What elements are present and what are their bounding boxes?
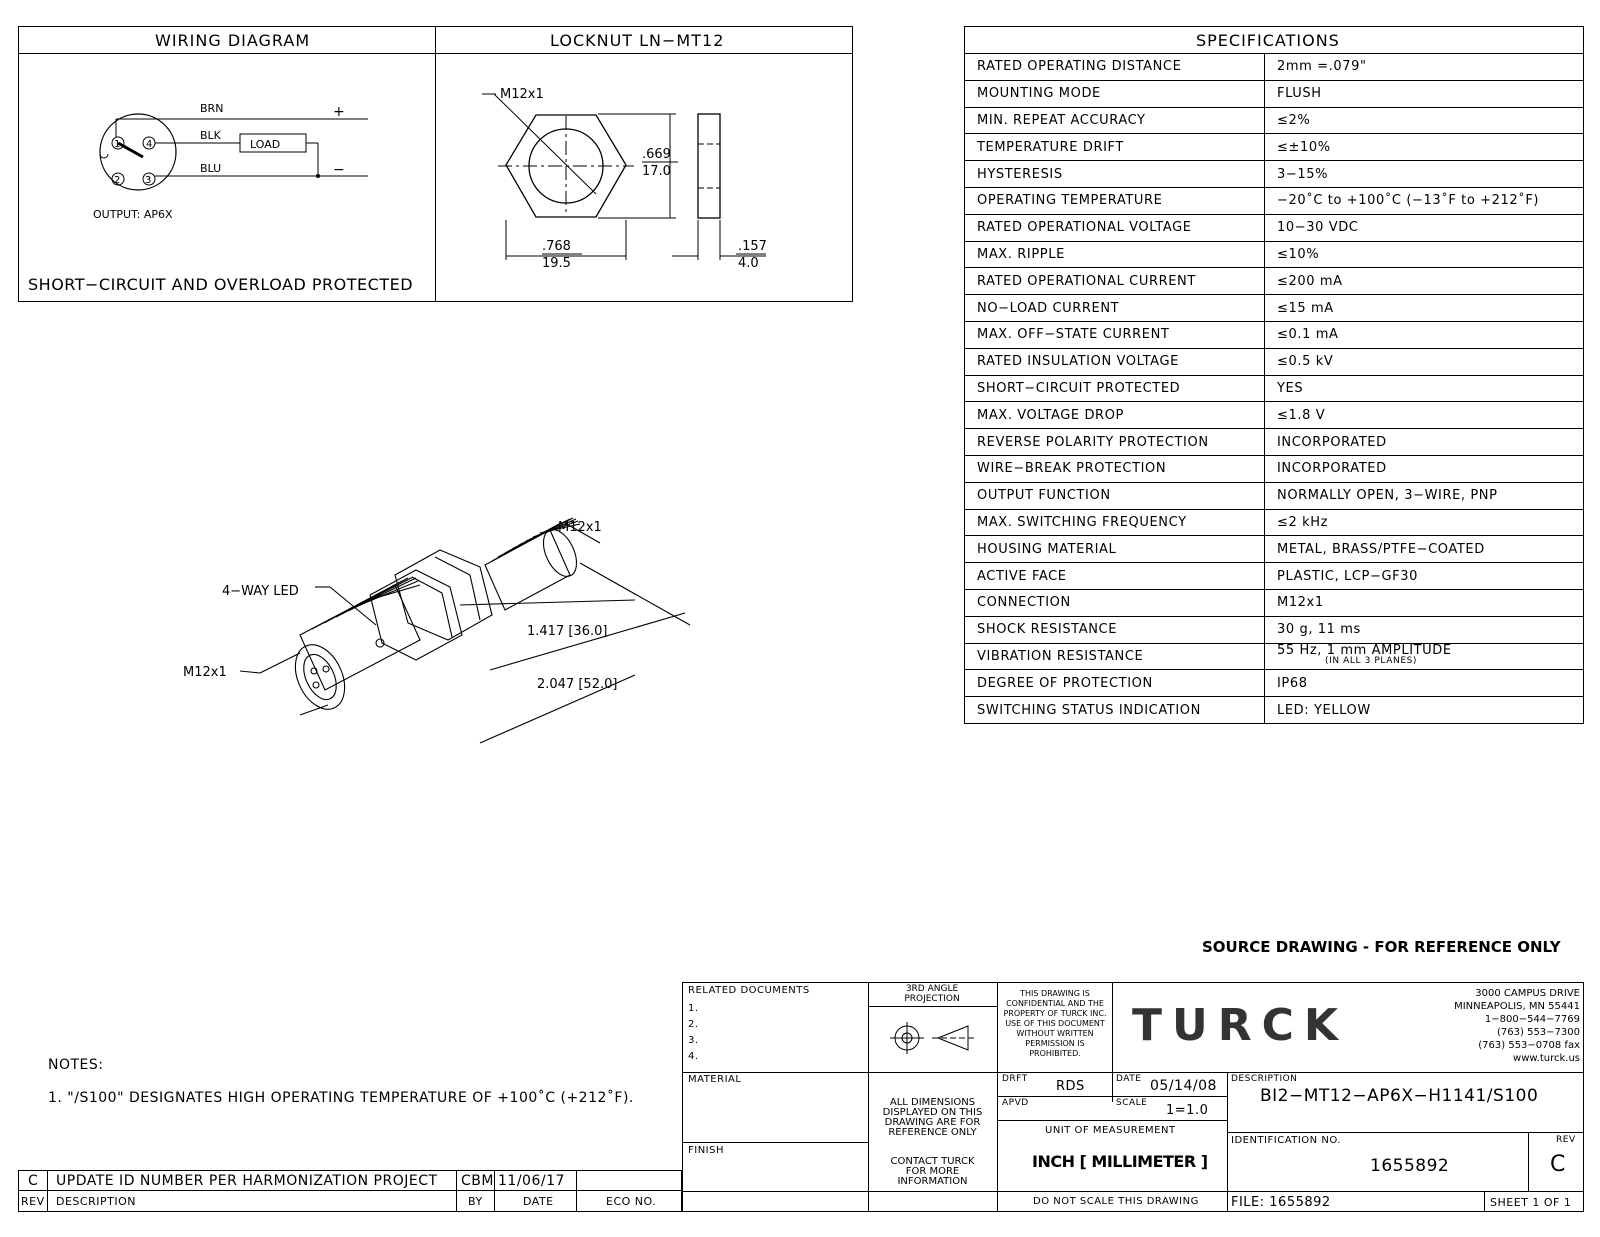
locknut-thread-label: M12x1 xyxy=(500,87,544,102)
confidential-note: THIS DRAWING IS CONFIDENTIAL AND THE PROPERTY OF TURCK INC. USE OF THIS DOCUMENT WITHOUT WRITTEN PERMISSION IS PROHIBITED. xyxy=(1003,989,1107,1058)
spec-row xyxy=(965,268,1584,295)
spec-value: INCORPORATED xyxy=(1265,455,1584,482)
dim-1417-label: 1.417 [36.0] xyxy=(527,624,608,639)
pin-3-label: 3 xyxy=(145,175,152,186)
locknut-thick-in: .157 xyxy=(738,239,767,254)
sensor-drawing xyxy=(180,505,700,765)
drft-value: RDS xyxy=(1056,1079,1085,1094)
rev-header-eco: ECO NO. xyxy=(606,1195,657,1208)
spec-row xyxy=(965,482,1584,509)
spec-key: ACTIVE FACE xyxy=(965,563,1265,590)
spec-value: YES xyxy=(1265,375,1584,402)
tb-divider xyxy=(1227,1132,1584,1133)
output-label: OUTPUT: AP6X xyxy=(93,208,173,221)
sensor-thread-left-label: M12x1 xyxy=(183,665,227,680)
sheet-label: SHEET 1 OF 1 xyxy=(1490,1196,1572,1209)
date-label: DATE xyxy=(1116,1074,1142,1084)
spec-row xyxy=(965,80,1584,107)
led-label: 4−WAY LED xyxy=(222,584,299,599)
spec-value-main: 55 Hz, 1 mm AMPLITUDE xyxy=(1277,643,1452,659)
notes-title: NOTES: xyxy=(48,1057,104,1073)
spec-row xyxy=(965,429,1584,456)
wiring-diagram-header: WIRING DIAGRAM xyxy=(155,31,311,50)
spec-value: INCORPORATED xyxy=(1265,429,1584,456)
spec-value: ≤2% xyxy=(1265,107,1584,134)
blu-label: BLU xyxy=(200,162,222,175)
finish-label: FINISH xyxy=(688,1145,724,1156)
pin-1-label: 1 xyxy=(114,139,121,150)
spec-value: ≤2 kHz xyxy=(1265,509,1584,536)
spec-row xyxy=(965,643,1584,670)
rev-header-description: DESCRIPTION xyxy=(56,1195,136,1208)
rev-value: C xyxy=(1550,1152,1566,1177)
spec-row xyxy=(965,455,1584,482)
drawing-description: BI2−MT12−AP6X−H1141/S100 xyxy=(1260,1086,1539,1106)
spec-value: 10−30 VDC xyxy=(1265,214,1584,241)
spec-key: RATED OPERATING DISTANCE xyxy=(965,54,1265,81)
description-label: DESCRIPTION xyxy=(1231,1074,1298,1084)
spec-key: MAX. OFF−STATE CURRENT xyxy=(965,321,1265,348)
projection-label: 3RD ANGLE PROJECTION xyxy=(904,984,960,1004)
blk-label: BLK xyxy=(200,129,221,142)
tb-divider xyxy=(868,1006,997,1007)
address-line: 1−800−544−7769 xyxy=(1484,1014,1580,1025)
unit-value: INCH [ MILLIMETER ] xyxy=(1032,1152,1208,1171)
plus-label: + xyxy=(333,104,345,120)
related-doc-1: 1. xyxy=(688,1003,699,1014)
related-doc-2: 2. xyxy=(688,1019,699,1030)
spec-value: 3−15% xyxy=(1265,161,1584,188)
material-label: MATERIAL xyxy=(688,1074,742,1085)
spec-value: ≤10% xyxy=(1265,241,1584,268)
spec-row xyxy=(965,241,1584,268)
spec-key: HYSTERESIS xyxy=(965,161,1265,188)
spec-key: RATED INSULATION VOLTAGE xyxy=(965,348,1265,375)
spec-row xyxy=(965,348,1584,375)
spec-value: LED: YELLOW xyxy=(1265,697,1584,724)
spec-key: WIRE−BREAK PROTECTION xyxy=(965,455,1265,482)
spec-key: SHORT−CIRCUIT PROTECTED xyxy=(965,375,1265,402)
wiring-diagram xyxy=(18,54,435,244)
spec-key: MAX. VOLTAGE DROP xyxy=(965,402,1265,429)
brn-label: BRN xyxy=(200,102,224,115)
rev-divider xyxy=(456,1170,457,1212)
related-doc-4: 4. xyxy=(688,1051,699,1062)
dim-2047-label: 2.047 [52.0] xyxy=(537,677,618,692)
tb-divider xyxy=(682,1142,868,1143)
rev-divider xyxy=(47,1170,48,1212)
spec-key: DEGREE OF PROTECTION xyxy=(965,670,1265,697)
address-line: www.turck.us xyxy=(1513,1053,1580,1064)
rev-date: 11/06/17 xyxy=(498,1173,565,1189)
related-doc-3: 3. xyxy=(688,1035,699,1046)
spec-value: ≤0.1 mA xyxy=(1265,321,1584,348)
address-line: (763) 553−7300 xyxy=(1497,1027,1580,1038)
spec-value: ≤15 mA xyxy=(1265,295,1584,322)
tb-divider xyxy=(868,982,869,1212)
spec-value: METAL, BRASS/PTFE−COATED xyxy=(1265,536,1584,563)
tb-divider xyxy=(997,1096,1227,1097)
spec-row xyxy=(965,107,1584,134)
pin-4-label: 4 xyxy=(146,139,153,150)
rev-description: UPDATE ID NUMBER PER HARMONIZATION PROJECT xyxy=(56,1173,438,1189)
sensor-thread-top-label: M12x1 xyxy=(558,520,602,535)
rev-divider xyxy=(494,1170,495,1212)
spec-value: 30 g, 11 ms xyxy=(1265,616,1584,643)
no-scale-note: DO NOT SCALE THIS DRAWING xyxy=(1033,1196,1199,1207)
tb-divider xyxy=(997,982,998,1212)
spec-key: REVERSE POLARITY PROTECTION xyxy=(965,429,1265,456)
spec-value: ≤200 mA xyxy=(1265,268,1584,295)
spec-row xyxy=(965,536,1584,563)
spec-value: NORMALLY OPEN, 3−WIRE, PNP xyxy=(1265,482,1584,509)
rev-divider xyxy=(576,1170,577,1212)
spec-key: MAX. SWITCHING FREQUENCY xyxy=(965,509,1265,536)
turck-logo: TURCK xyxy=(1132,1000,1349,1051)
date-value: 05/14/08 xyxy=(1150,1078,1217,1094)
load-label: LOAD xyxy=(250,138,281,151)
projection-symbol-icon xyxy=(890,1020,980,1060)
spec-value-sub: (IN ALL 3 PLANES) xyxy=(1325,656,1418,667)
rev-by: CBM xyxy=(461,1173,494,1189)
spec-value: ≤1.8 V xyxy=(1265,402,1584,429)
specifications-header: SPECIFICATIONS xyxy=(1196,31,1340,50)
notes-item-1: 1. "/S100" DESIGNATES HIGH OPERATING TEMPERATURE OF +100˚C (+212˚F). xyxy=(48,1090,634,1106)
company-address xyxy=(1410,987,1580,1065)
spec-row xyxy=(965,616,1584,643)
spec-row xyxy=(965,134,1584,161)
spec-row xyxy=(965,563,1584,590)
unit-label: UNIT OF MEASUREMENT xyxy=(1045,1125,1176,1136)
spec-key: OUTPUT FUNCTION xyxy=(965,482,1265,509)
spec-value: FLUSH xyxy=(1265,80,1584,107)
spec-key: SHOCK RESISTANCE xyxy=(965,616,1265,643)
scale-value: 1=1.0 xyxy=(1166,1103,1209,1118)
contact-note: CONTACT TURCK FOR MORE INFORMATION xyxy=(890,1156,975,1187)
spec-row xyxy=(965,589,1584,616)
specifications-table xyxy=(964,53,1584,724)
rev-header-by: BY xyxy=(468,1195,483,1208)
dimensions-note: ALL DIMENSIONS DISPLAYED ON THIS DRAWING ARE FOR REFERENCE ONLY xyxy=(882,1097,983,1138)
rev-header-rev: REV xyxy=(21,1195,45,1208)
spec-key: RATED OPERATIONAL VOLTAGE xyxy=(965,214,1265,241)
spec-value: ≤0.5 kV xyxy=(1265,348,1584,375)
spec-key: CONNECTION xyxy=(965,589,1265,616)
spec-value xyxy=(1265,643,1584,670)
related-docs-label: RELATED DOCUMENTS xyxy=(688,985,810,996)
source-note: SOURCE DRAWING - FOR REFERENCE ONLY xyxy=(1202,938,1561,956)
spec-value: PLASTIC, LCP−GF30 xyxy=(1265,563,1584,590)
spec-row xyxy=(965,187,1584,214)
apvd-label: APVD xyxy=(1002,1098,1029,1108)
spec-key: HOUSING MATERIAL xyxy=(965,536,1265,563)
pin-2-label: 2 xyxy=(114,175,121,186)
spec-row xyxy=(965,375,1584,402)
file-label: FILE: 1655892 xyxy=(1231,1195,1331,1210)
spec-key: MAX. RIPPLE xyxy=(965,241,1265,268)
locknut-drawing xyxy=(436,54,852,301)
spec-value: M12x1 xyxy=(1265,589,1584,616)
rev-header-date: DATE xyxy=(523,1195,554,1208)
scale-label: SCALE xyxy=(1116,1098,1148,1108)
tb-divider xyxy=(682,1191,1584,1192)
locknut-width-mm: 19.5 xyxy=(542,256,571,271)
spec-row xyxy=(965,54,1584,81)
spec-value: 2mm =.079" xyxy=(1265,54,1584,81)
rev-divider xyxy=(18,1190,682,1191)
tb-divider xyxy=(1112,982,1113,1102)
address-line: 3000 CAMPUS DRIVE xyxy=(1475,988,1580,999)
spec-key: TEMPERATURE DRIFT xyxy=(965,134,1265,161)
tb-divider xyxy=(997,1120,1227,1121)
spec-value: IP68 xyxy=(1265,670,1584,697)
spec-value: ≤±10% xyxy=(1265,134,1584,161)
tb-divider xyxy=(682,1072,1584,1073)
identification-number: 1655892 xyxy=(1370,1156,1450,1176)
minus-label: − xyxy=(333,162,345,178)
spec-row xyxy=(965,670,1584,697)
identification-label: IDENTIFICATION NO. xyxy=(1231,1135,1341,1146)
locknut-height-mm: 17.0 xyxy=(642,164,671,179)
locknut-height-in: .669 xyxy=(642,147,671,162)
locknut-thick-mm: 4.0 xyxy=(738,256,759,271)
spec-row xyxy=(965,161,1584,188)
spec-row xyxy=(965,295,1584,322)
rev-letter: C xyxy=(28,1173,39,1189)
spec-row xyxy=(965,402,1584,429)
spec-row xyxy=(965,509,1584,536)
locknut-width-in: .768 xyxy=(542,239,571,254)
spec-key: OPERATING TEMPERATURE xyxy=(965,187,1265,214)
drft-label: DRFT xyxy=(1002,1074,1028,1084)
spec-row xyxy=(965,321,1584,348)
tb-divider xyxy=(1484,1191,1485,1212)
spec-value: −20˚C to +100˚C (−13˚F to +212˚F) xyxy=(1265,187,1584,214)
tb-divider xyxy=(1528,1132,1529,1191)
spec-key: MOUNTING MODE xyxy=(965,80,1265,107)
protected-note: SHORT−CIRCUIT AND OVERLOAD PROTECTED xyxy=(28,275,414,294)
spec-key: RATED OPERATIONAL CURRENT xyxy=(965,268,1265,295)
spec-key: SWITCHING STATUS INDICATION xyxy=(965,697,1265,724)
rev-label: REV xyxy=(1556,1135,1576,1145)
spec-key: NO−LOAD CURRENT xyxy=(965,295,1265,322)
spec-key: MIN. REPEAT ACCURACY xyxy=(965,107,1265,134)
spec-row xyxy=(965,214,1584,241)
address-line: MINNEAPOLIS, MN 55441 xyxy=(1454,1001,1580,1012)
spec-row xyxy=(965,697,1584,724)
address-line: (763) 553−0708 fax xyxy=(1478,1040,1580,1051)
spec-key: VIBRATION RESISTANCE xyxy=(965,643,1265,670)
locknut-header: LOCKNUT LN−MT12 xyxy=(550,31,725,50)
